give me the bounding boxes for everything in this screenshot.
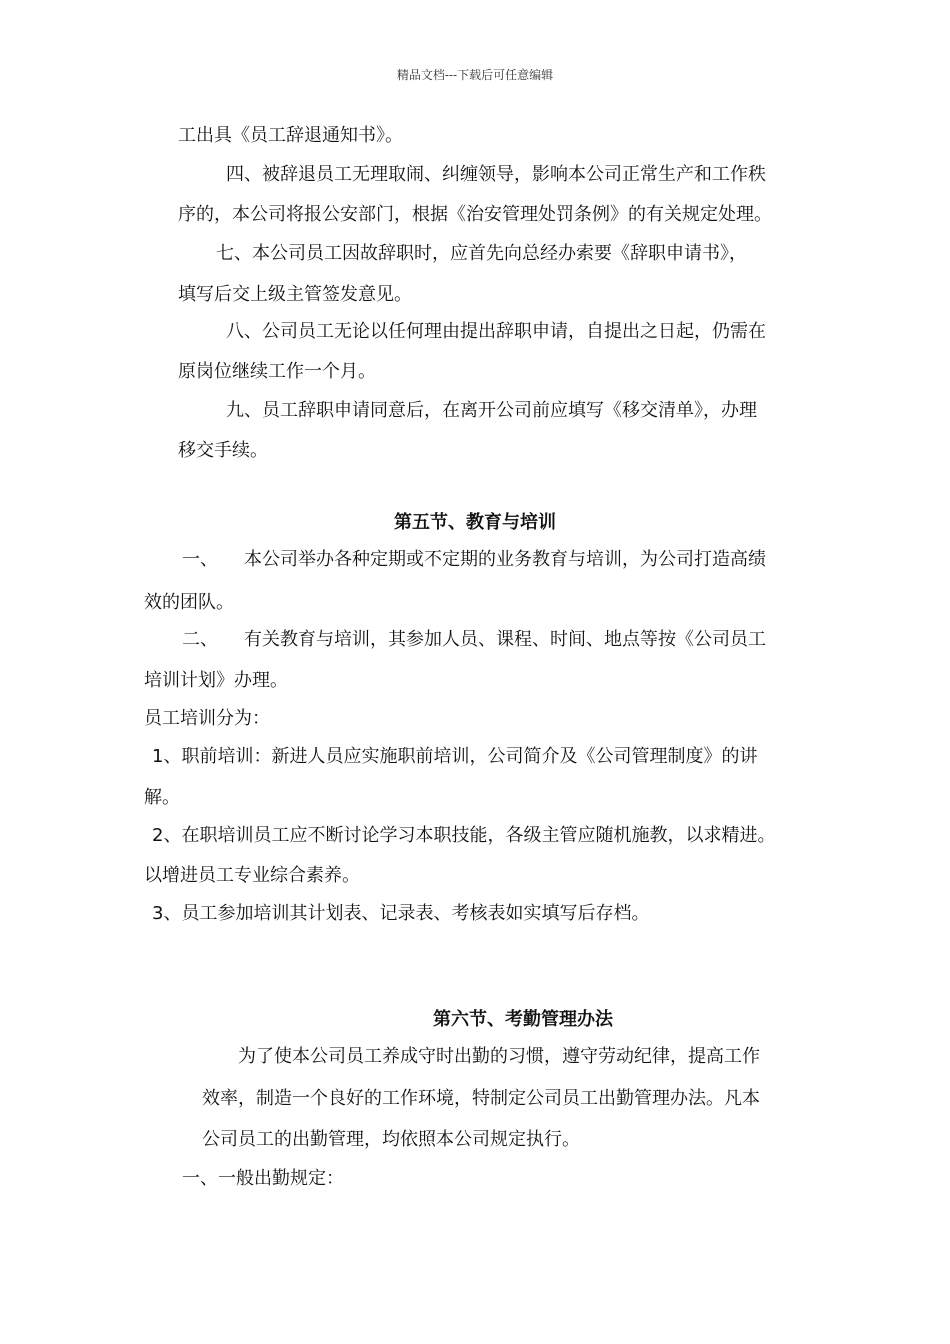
- list-item-line: [182, 548, 766, 572]
- paragraph-line: 员工培训分为：: [144, 708, 270, 729]
- paragraph-line: 效率，制造一个良好的工作环境，特制定公司员工出勤管理办法。凡本: [202, 1088, 760, 1109]
- paragraph-line: 八、公司员工无论以任何理由提出辞职申请，自提出之日起，仍需在: [226, 321, 766, 342]
- paragraph-line: 以增进员工专业综合素养。: [144, 865, 360, 886]
- list-item-line: [182, 628, 766, 652]
- paragraph-line: 九、员工辞职申请同意后，在离开公司前应填写《移交清单》，办理: [226, 400, 757, 421]
- section-heading: 第五节、教育与培训: [394, 512, 556, 533]
- paragraph-line: 四、被辞退员工无理取闹、纠缠领导，影响本公司正常生产和工作秩: [226, 164, 766, 185]
- section-heading: 第六节、考勤管理办法: [433, 1009, 613, 1030]
- paragraph-line: 为了使本公司员工养成守时出勤的习惯，遵守劳动纪律，提高工作: [238, 1046, 760, 1067]
- paragraph-line: 3、员工参加培训其计划表、记录表、考核表如实填写后存档。: [152, 903, 650, 924]
- paragraph-line: 培训计划》办理。: [144, 670, 288, 691]
- subsection-heading: 一、一般出勤规定：: [182, 1168, 344, 1189]
- paragraph-line: 2、在职培训员工应不断讨论学习本职技能，各级主管应随机施教，以求精进。: [152, 825, 776, 846]
- page-header: 精品文档---下载后可任意编辑: [396, 68, 554, 82]
- paragraph-line: 效的团队。: [144, 592, 234, 613]
- list-number: 二、: [182, 629, 218, 650]
- list-number: 一、: [182, 549, 218, 570]
- list-item-text: 本公司举办各种定期或不定期的业务教育与培训，为公司打造高绩: [244, 549, 766, 570]
- list-item-text: 有关教育与培训，其参加人员、课程、时间、地点等按《公司员工: [244, 629, 766, 650]
- paragraph-line: 1、职前培训：新进人员应实施职前培训，公司简介及《公司管理制度》的讲: [152, 746, 758, 767]
- paragraph-line: 公司员工的出勤管理，均依照本公司规定执行。: [202, 1129, 580, 1150]
- paragraph-line: 填写后交上级主管签发意见。: [178, 284, 412, 305]
- paragraph-line: 序的，本公司将报公安部门，根据《治安管理处罚条例》的有关规定处理。: [178, 204, 772, 225]
- paragraph-line: 移交手续。: [178, 440, 268, 461]
- paragraph-line: 工出具《员工辞退通知书》。: [178, 125, 403, 146]
- paragraph-line: 原岗位继续工作一个月。: [178, 361, 376, 382]
- paragraph-line: 七、本公司员工因故辞职时，应首先向总经办索要《辞职申请书》，: [216, 243, 747, 264]
- paragraph-line: 解。: [144, 787, 180, 808]
